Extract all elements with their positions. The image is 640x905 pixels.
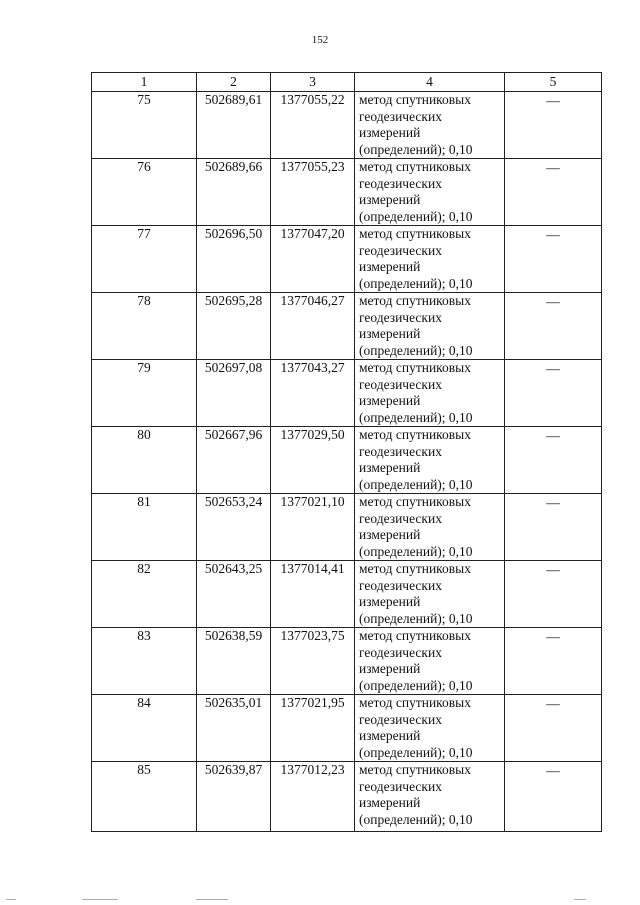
method-accuracy-cell <box>355 762 505 832</box>
note-cell-text: — <box>546 93 560 108</box>
method-accuracy-cell <box>355 561 505 628</box>
note-cell-text: — <box>546 696 560 711</box>
point-number-cell-text: 85 <box>137 762 151 777</box>
method-accuracy-cell <box>355 494 505 561</box>
x-coordinate-cell <box>197 159 271 226</box>
x-coordinate-cell-text: 502697,08 <box>204 360 263 375</box>
method-accuracy-cell-text: метод спутниковых геодезических измерений (определений); 0,10 <box>359 159 473 224</box>
page-number: 152 <box>311 34 329 46</box>
table-body <box>92 92 602 832</box>
y-coordinate-cell <box>271 762 355 832</box>
point-number-cell-text: 82 <box>137 561 151 576</box>
x-coordinate-cell-text: 502653,24 <box>204 494 263 509</box>
point-number-cell <box>92 628 197 695</box>
method-accuracy-cell-text: метод спутниковых геодезических измерений (определений); 0,10 <box>359 695 473 760</box>
method-accuracy-cell <box>355 293 505 360</box>
column-header-1: 1 <box>92 73 197 92</box>
point-number-cell-text: 81 <box>137 494 151 509</box>
table-row <box>92 427 602 494</box>
note-cell <box>505 494 602 561</box>
y-coordinate-cell <box>271 159 355 226</box>
y-coordinate-cell-text: 1377055,23 <box>280 159 345 174</box>
note-cell-text: — <box>546 227 560 242</box>
column-header-5: 5 <box>505 73 602 92</box>
y-coordinate-cell <box>271 293 355 360</box>
note-cell-text: — <box>546 361 560 376</box>
method-accuracy-cell <box>355 427 505 494</box>
x-coordinate-cell-text: 502667,96 <box>204 427 263 442</box>
point-number-cell-text: 76 <box>137 159 151 174</box>
point-number-cell <box>92 92 197 159</box>
table-row <box>92 92 602 159</box>
x-coordinate-cell-text: 502639,87 <box>204 762 263 777</box>
y-coordinate-cell <box>271 360 355 427</box>
method-accuracy-cell <box>355 159 505 226</box>
table-row <box>92 695 602 762</box>
point-number-cell <box>92 159 197 226</box>
point-number-cell <box>92 561 197 628</box>
note-cell <box>505 293 602 360</box>
column-header-4: 4 <box>355 73 505 92</box>
table-row <box>92 226 602 293</box>
point-number-cell <box>92 360 197 427</box>
x-coordinate-cell <box>197 628 271 695</box>
y-coordinate-cell-text: 1377023,75 <box>280 628 345 643</box>
point-number-cell <box>92 293 197 360</box>
x-coordinate-cell-text: 502638,59 <box>204 628 263 643</box>
method-accuracy-cell-text: метод спутниковых геодезических измерений (определений); 0,10 <box>359 226 473 291</box>
point-number-cell-text: 75 <box>137 92 151 107</box>
point-number-cell-text: 77 <box>137 226 151 241</box>
y-coordinate-cell-text: 1377012,23 <box>280 762 345 777</box>
note-cell-text: — <box>546 294 560 309</box>
point-number-cell <box>92 762 197 832</box>
y-coordinate-cell <box>271 561 355 628</box>
x-coordinate-cell-text: 502643,25 <box>204 561 263 576</box>
column-header-3: 3 <box>271 73 355 92</box>
point-number-cell <box>92 494 197 561</box>
y-coordinate-cell-text: 1377021,95 <box>280 695 345 710</box>
method-accuracy-cell-text: метод спутниковых геодезических измерений (определений); 0,10 <box>359 92 473 157</box>
point-number-cell-text: 78 <box>137 293 151 308</box>
x-coordinate-cell <box>197 762 271 832</box>
point-number-cell <box>92 427 197 494</box>
method-accuracy-cell <box>355 628 505 695</box>
y-coordinate-cell <box>271 695 355 762</box>
note-cell-text: — <box>546 763 560 778</box>
x-coordinate-cell <box>197 561 271 628</box>
method-accuracy-cell-text: метод спутниковых геодезических измерений (определений); 0,10 <box>359 293 473 358</box>
column-header-2: 2 <box>197 73 271 92</box>
method-accuracy-cell <box>355 226 505 293</box>
point-number-cell-text: 79 <box>137 360 151 375</box>
table-row <box>92 628 602 695</box>
x-coordinate-cell-text: 502695,28 <box>204 293 263 308</box>
method-accuracy-cell-text: метод спутниковых геодезических измерений (определений); 0,10 <box>359 360 473 425</box>
y-coordinate-cell-text: 1377029,50 <box>280 427 345 442</box>
y-coordinate-cell <box>271 494 355 561</box>
x-coordinate-cell-text: 502689,66 <box>204 159 263 174</box>
point-number-cell <box>92 226 197 293</box>
x-coordinate-cell-text: 502696,50 <box>204 226 263 241</box>
note-cell-text: — <box>546 629 560 644</box>
note-cell <box>505 628 602 695</box>
table-row <box>92 360 602 427</box>
y-coordinate-cell-text: 1377047,20 <box>280 226 345 241</box>
method-accuracy-cell <box>355 360 505 427</box>
table-row <box>92 762 602 832</box>
y-coordinate-cell-text: 1377014,41 <box>280 561 345 576</box>
y-coordinate-cell <box>271 628 355 695</box>
coordinates-table <box>91 72 602 832</box>
note-cell <box>505 92 602 159</box>
table-row <box>92 494 602 561</box>
table-row <box>92 561 602 628</box>
x-coordinate-cell-text: 502689,61 <box>204 92 263 107</box>
y-coordinate-cell <box>271 427 355 494</box>
table-row <box>92 159 602 226</box>
method-accuracy-cell <box>355 92 505 159</box>
note-cell <box>505 226 602 293</box>
note-cell <box>505 762 602 832</box>
point-number-cell-text: 84 <box>137 695 151 710</box>
y-coordinate-cell <box>271 92 355 159</box>
x-coordinate-cell <box>197 695 271 762</box>
x-coordinate-cell <box>197 226 271 293</box>
x-coordinate-cell <box>197 427 271 494</box>
table-row <box>92 293 602 360</box>
y-coordinate-cell-text: 1377046,27 <box>280 293 345 308</box>
note-cell <box>505 360 602 427</box>
note-cell <box>505 695 602 762</box>
point-number-cell <box>92 695 197 762</box>
note-cell <box>505 427 602 494</box>
method-accuracy-cell-text: метод спутниковых геодезических измерений (определений); 0,10 <box>359 762 473 827</box>
note-cell-text: — <box>546 428 560 443</box>
y-coordinate-cell-text: 1377055,22 <box>280 92 345 107</box>
method-accuracy-cell-text: метод спутниковых геодезических измерений (определений); 0,10 <box>359 628 473 693</box>
point-number-cell-text: 80 <box>137 427 151 442</box>
note-cell-text: — <box>546 160 560 175</box>
x-coordinate-cell-text: 502635,01 <box>204 695 263 710</box>
x-coordinate-cell <box>197 293 271 360</box>
method-accuracy-cell-text: метод спутниковых геодезических измерений (определений); 0,10 <box>359 494 473 559</box>
note-cell-text: — <box>546 495 560 510</box>
scan-footer-marks <box>0 896 640 905</box>
x-coordinate-cell <box>197 360 271 427</box>
x-coordinate-cell <box>197 494 271 561</box>
note-cell <box>505 159 602 226</box>
note-cell <box>505 561 602 628</box>
y-coordinate-cell-text: 1377021,10 <box>280 494 345 509</box>
point-number-cell-text: 83 <box>137 628 151 643</box>
x-coordinate-cell <box>197 92 271 159</box>
method-accuracy-cell-text: метод спутниковых геодезических измерений (определений); 0,10 <box>359 427 473 492</box>
y-coordinate-cell-text: 1377043,27 <box>280 360 345 375</box>
y-coordinate-cell <box>271 226 355 293</box>
method-accuracy-cell-text: метод спутниковых геодезических измерений (определений); 0,10 <box>359 561 473 626</box>
method-accuracy-cell <box>355 695 505 762</box>
note-cell-text: — <box>546 562 560 577</box>
table-header-row <box>92 73 602 92</box>
